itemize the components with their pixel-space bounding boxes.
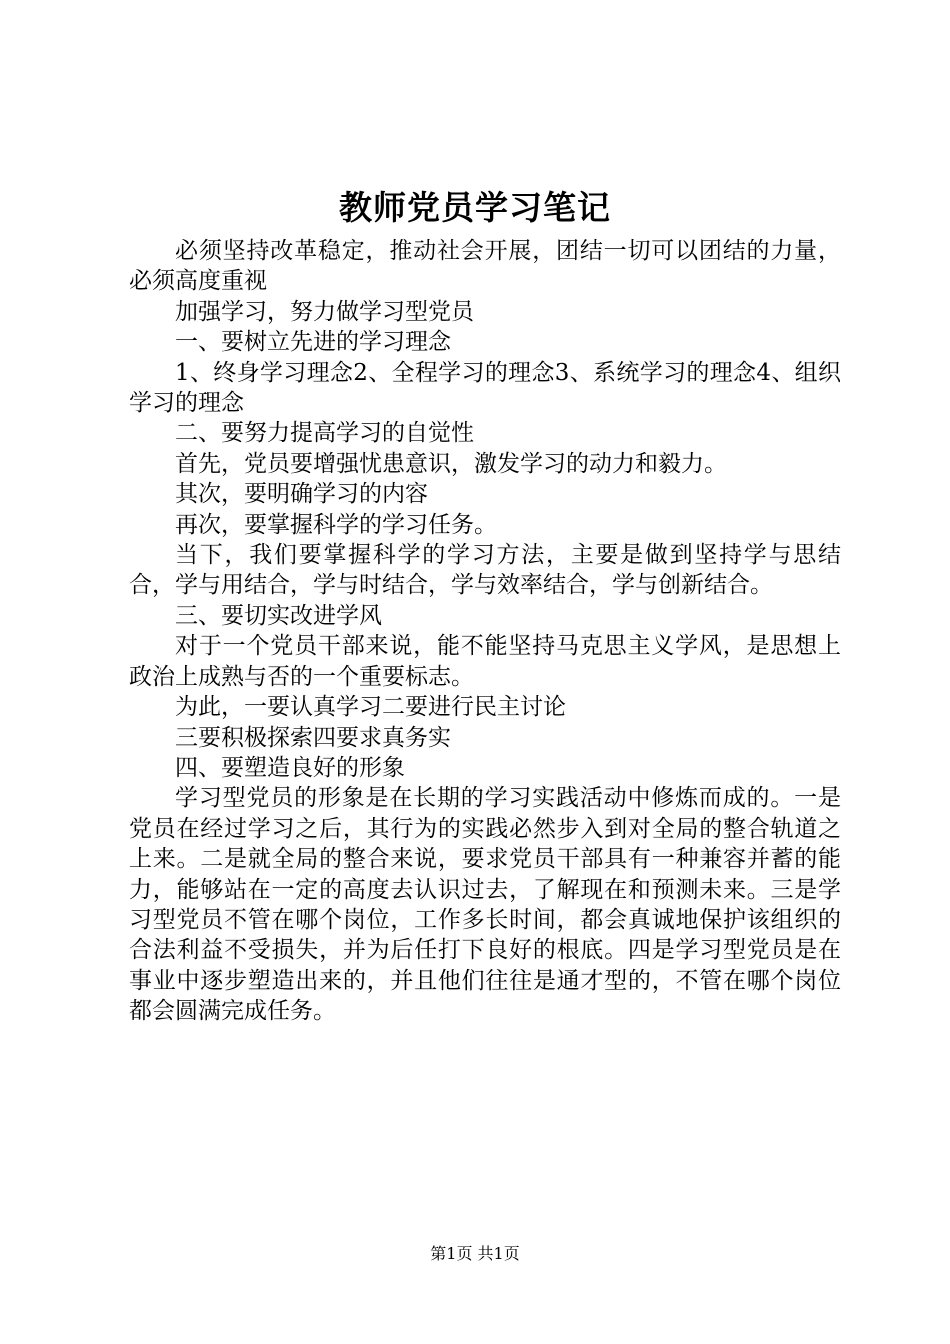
section-heading: 三、要切实改进学风	[175, 602, 382, 629]
document-body	[129, 236, 841, 1027]
paragraph: 首先，党员要增强忧患意识，激发学习的动力和毅力。	[175, 450, 727, 477]
paragraph: 学习型党员的形象是在长期的学习实践活动中修炼而成的。一是党员在经过学习之后，其行为的实践必然步入到对全局的整合轨道之上来。二是就全局的整合来说，要求党员干部具有一种兼容并蓄的能力，能够站在一定的高度去认识过去，了解现在和预测未来。三是学习型党员不管在哪个岗位，工作多长时间，都会真诚地保护该组织的合法利益不受损失，并为后任打下良好的根底。四是学习型党员是在事业中逐步塑造出来的，并且他们往往是通才型的，不管在哪个岗位都会圆满完成任务。	[129, 785, 841, 1025]
document-title: 教师党员学习笔记	[339, 188, 611, 227]
paragraph: 1、终身学习理念2、全程学习的理念3、系统学习的理念4、组织学习的理念	[129, 359, 841, 417]
paragraph: 三要积极探索四要求真务实	[175, 724, 451, 751]
paragraph: 为此，一要认真学习二要进行民主讨论	[175, 694, 566, 721]
section-heading: 一、要树立先进的学习理念	[175, 329, 451, 356]
paragraph: 加强学习，努力做学习型党员	[175, 298, 474, 325]
page-number-footer: 第1页 共1页	[430, 1244, 520, 1263]
paragraph: 再次，要掌握科学的学习任务。	[175, 511, 497, 538]
paragraph: 其次，要明确学习的内容	[175, 481, 428, 508]
section-heading: 二、要努力提高学习的自觉性	[175, 420, 474, 447]
paragraph: 当下，我们要掌握科学的学习方法，主要是做到坚持学与思结合，学与用结合，学与时结合，学与效率结合，学与创新结合。	[129, 542, 841, 599]
paragraph: 必须坚持改革稳定，推动社会开展，团结一切可以团结的力量，必须高度重视	[129, 238, 841, 295]
section-heading: 四、要塑造良好的形象	[175, 754, 405, 781]
paragraph: 对于一个党员干部来说，能不能坚持马克思主义学风，是思想上政治上成熟与否的一个重要标志。	[129, 633, 841, 690]
